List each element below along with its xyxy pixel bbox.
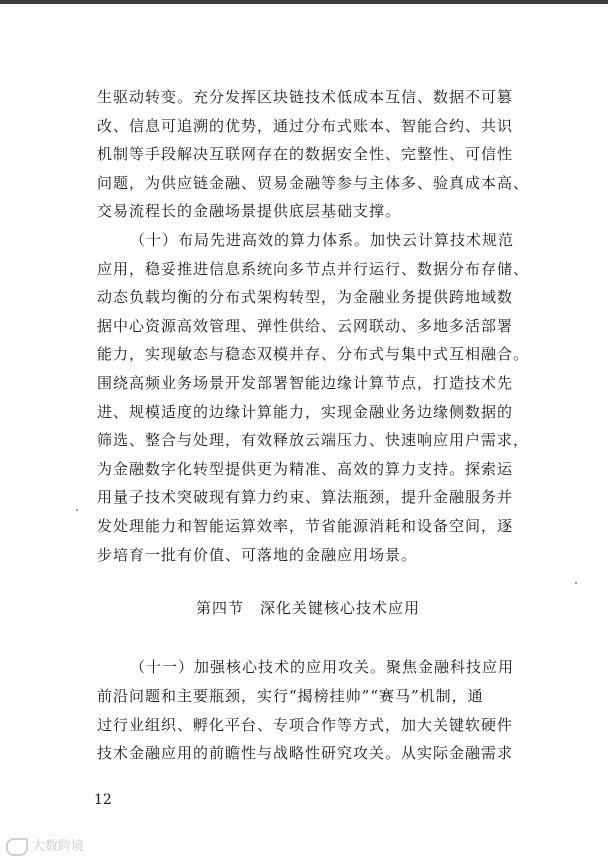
- text-line: 用量子技术突破现有算力约束、算法瓶颈，提升金融服务并: [97, 488, 514, 506]
- text-line: 技术金融应用的前瞻性与战略性研究攻关。从实际金融需求: [97, 744, 514, 762]
- text-line: （十）布局先进高效的算力体系。加快云计算技术规范: [130, 231, 515, 249]
- text-line: 机制等手段解决互联网存在的数据安全性、完整性、可信性: [97, 145, 514, 163]
- scan-speck: [76, 509, 78, 511]
- section-heading: 第四节 深化关键核心技术应用: [196, 599, 421, 617]
- watermark-logo-icon: [6, 838, 28, 856]
- text-line: 能力，实现敏态与稳态双模并存、分布式与集中式互相融合。: [97, 345, 530, 363]
- text-line: 问题，为供应链金融、贸易金融等参与主体多、验真成本高、: [97, 174, 530, 192]
- text-line: 过行业组织、孵化平台、专项合作等方式，加大关键软硬件: [97, 716, 514, 734]
- text-line: 改、信息可追溯的优势，通过分布式账本、智能合约、共识: [97, 117, 514, 135]
- text-line: 生驱动转变。充分发挥区块链技术低成本互信、数据不可篡: [97, 88, 514, 106]
- text-line: 动态负载均衡的分布式架构转型，为金融业务提供跨地域数: [97, 288, 514, 306]
- text-line: 进、规模适度的边缘计算能力，实现金融业务边缘侧数据的: [97, 403, 514, 421]
- text-line: 前沿问题和主要瓶颈，实行“揭榜挂帅”“赛马”机制，通: [97, 687, 484, 705]
- viewer-top-bar: [0, 0, 608, 4]
- text-line: 据中心资源高效管理、弹性供给、云网联动、多地多活部署: [97, 317, 514, 335]
- watermark-text: 大数跨境: [32, 839, 85, 854]
- text-line: 步培育一批有价值、可落地的金融应用场景。: [97, 546, 418, 564]
- text-line: （十一）加强核心技术的应用攻关。聚焦金融科技应用: [130, 658, 515, 676]
- page-number: 12: [94, 792, 112, 808]
- text-line: 筛选、整合与处理，有效释放云端压力、快速响应用户需求，: [97, 431, 530, 449]
- text-line: 发处理能力和智能运算效率，节省能源消耗和设备空间，逐: [97, 517, 514, 535]
- watermark: [6, 835, 84, 856]
- text-line: 交易流程长的金融场景提供底层基础支撑。: [97, 202, 402, 220]
- text-line: 为金融数字化转型提供更为精准、高效的算力支持。探索运: [97, 460, 514, 478]
- scan-speck: [575, 582, 577, 584]
- text-line: 围绕高频业务场景开发部署智能边缘计算节点，打造技术先: [97, 374, 514, 392]
- text-line: 应用，稳妥推进信息系统向多节点并行运行、数据分布存储、: [97, 260, 530, 278]
